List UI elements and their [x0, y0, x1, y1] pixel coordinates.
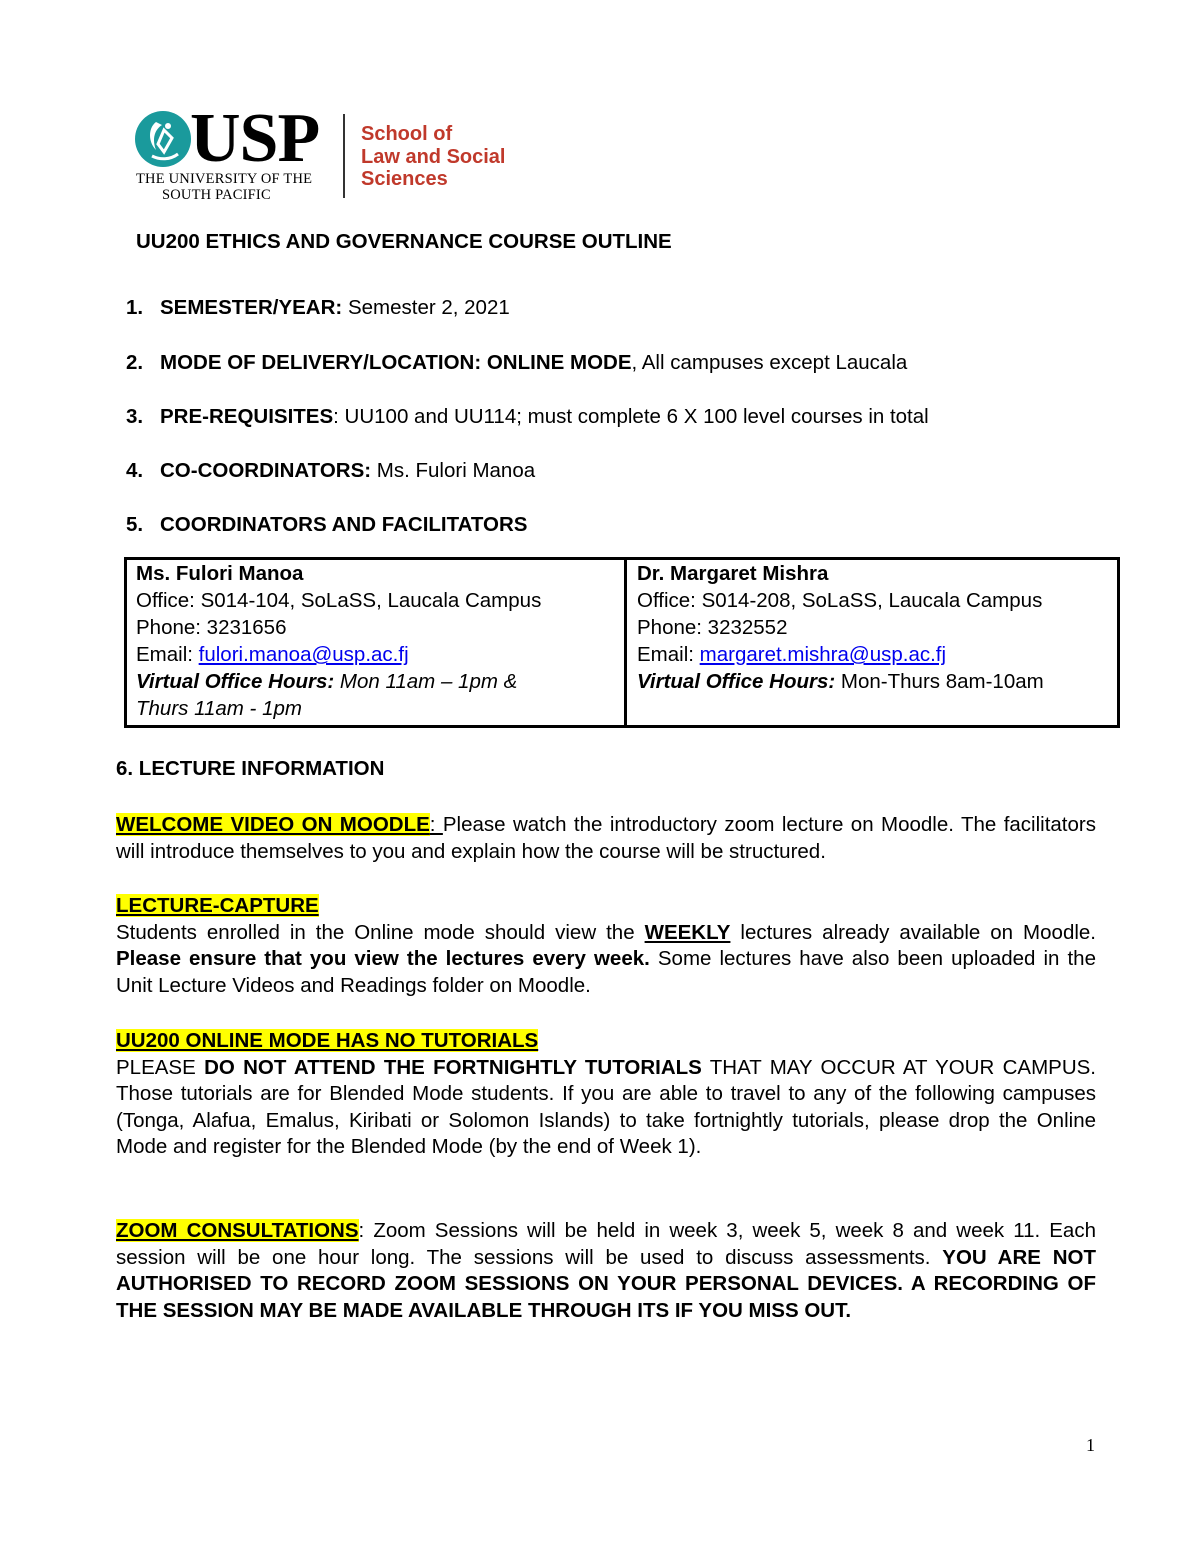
list-label: CO-COORDINATORS: — [160, 459, 372, 482]
no-tutorials-text-a: PLEASE — [116, 1055, 205, 1079]
coordinator-office: Office: S014-104, SoLaSS, Laucala Campus — [136, 589, 542, 612]
list-label: PRE-REQUISITES — [160, 405, 334, 428]
coordinator-office: Office: S014-208, SoLaSS, Laucala Campus — [637, 589, 1043, 612]
school-name-line2: Law and Social — [361, 145, 506, 168]
welcome-colon: : — [429, 813, 443, 836]
list-number: 1. — [126, 296, 144, 319]
university-name-line1: THE UNIVERSITY OF THE — [136, 171, 313, 187]
school-name — [361, 123, 505, 191]
list-value: Semester 2, 2021 — [342, 296, 510, 319]
section-heading-lecture-information: 6. LECTURE INFORMATION — [116, 757, 385, 780]
office-hours-value: Mon-Thurs 8am-10am — [835, 670, 1044, 693]
office-hours-label: Virtual Office Hours: — [136, 670, 335, 693]
capture-text-b: lectures already available on Moodle. — [730, 920, 1096, 944]
list-value: , All campuses except Laucala — [631, 351, 908, 374]
list-value: : UU100 and UU114; must complete 6 X 100 level courses in total — [333, 405, 929, 428]
zoom-colon: : — [358, 1219, 365, 1242]
email-link[interactable]: fulori.manoa@usp.ac.fj — [198, 643, 409, 666]
no-tutorials-paragraph — [116, 1028, 1096, 1161]
welcome-label: WELCOME VIDEO ON MOODLE — [116, 813, 430, 836]
coordinator-email-row — [136, 641, 541, 668]
school-name-line1: School of — [361, 123, 453, 145]
coordinator-phone: Phone: 3231656 — [136, 616, 287, 639]
zoom-text: Zoom Sessions will be held in week 3, week 5, week 8 and week 11. Each session will be one hour long. The sessions will be used to discuss assessments. — [116, 1219, 1096, 1269]
university-name — [136, 171, 312, 203]
usp-emblem-icon — [134, 110, 192, 168]
no-tutorials-text-b: THAT MAY OCCUR AT YOUR CAMPUS. Those tutorials are for Blended Mode students. If you are able to travel to any of the following campuses (Tonga, Alafua, Emalus, Kiribati or Solomon Islands) to take fortnightly tutorials, please drop the Online Mode and register for the Blended Mode (by the end of Week 1). — [116, 1055, 1096, 1158]
zoom-label: ZOOM CONSULTATIONS — [116, 1219, 359, 1242]
capture-bold: Please ensure that you view the lectures every week. — [116, 947, 650, 970]
list-number: 2. — [126, 351, 144, 374]
list-item-prerequisites — [126, 404, 929, 430]
list-number: 4. — [126, 459, 144, 482]
office-hours-row — [637, 668, 1044, 695]
list-number: 5. — [126, 513, 144, 536]
list-label: COORDINATORS AND FACILITATORS — [160, 513, 528, 536]
lecture-capture-label: LECTURE-CAPTURE — [116, 894, 319, 917]
school-name-line3: Sciences — [361, 168, 448, 190]
capture-text-c: Some lectures have also been uploaded in the Unit Lecture Videos and Readings folder on Moodle. — [116, 947, 1096, 997]
coordinator-cell-1 — [136, 560, 541, 722]
coordinator-cell-2 — [637, 560, 1044, 695]
page-number: 1 — [1086, 1435, 1095, 1455]
table-divider — [624, 557, 627, 728]
university-name-line2: SOUTH PACIFIC — [162, 187, 271, 203]
welcome-paragraph — [116, 812, 1096, 865]
list-label: MODE OF DELIVERY/LOCATION: ONLINE MODE — [160, 351, 632, 374]
list-item-mode — [126, 350, 907, 376]
capture-weekly: WEEKLY — [644, 920, 731, 944]
no-tutorials-label: UU200 ONLINE MODE HAS NO TUTORIALS — [116, 1029, 539, 1052]
coordinator-email-row — [637, 641, 1044, 668]
lecture-capture-paragraph — [116, 893, 1096, 999]
list-item-coordinators — [126, 512, 527, 538]
zoom-bold: YOU ARE NOT AUTHORISED TO RECORD ZOOM SESSIONS ON YOUR PERSONAL DEVICES. A RECORDING OF THE SESSION MAY BE MADE AVAILABLE THROUGH ITS IF YOU MISS OUT. — [116, 1245, 1096, 1322]
email-link[interactable]: margaret.mishra@usp.ac.fj — [699, 643, 947, 666]
usp-wordmark: USP — [190, 100, 320, 177]
coordinator-name: Dr. Margaret Mishra — [637, 562, 829, 585]
office-hours-value: Mon 11am – 1pm & — [334, 670, 518, 693]
page-title: UU200 ETHICS AND GOVERNANCE COURSE OUTLINE — [136, 230, 672, 253]
zoom-paragraph — [116, 1218, 1096, 1324]
office-hours-value-2: Thurs 11am - 1pm — [136, 697, 302, 720]
list-value: Ms. Fulori Manoa — [371, 459, 536, 482]
office-hours-row — [136, 668, 541, 695]
no-tutorials-bold: DO NOT ATTEND THE FORTNIGHTLY TUTORIALS — [204, 1055, 702, 1079]
capture-text-a: Students enrolled in the Online mode should view the — [116, 920, 645, 944]
welcome-text: Please watch the introductory zoom lecture on Moodle. The facilitators will introduce themselves to you and explain how the course will be structured. — [116, 813, 1096, 863]
email-label: Email: — [136, 643, 199, 666]
list-label: SEMESTER/YEAR: — [160, 296, 343, 319]
coordinator-name: Ms. Fulori Manoa — [136, 562, 304, 585]
email-label: Email: — [637, 643, 700, 666]
coordinator-phone: Phone: 3232552 — [637, 616, 788, 639]
office-hours-label: Virtual Office Hours: — [637, 670, 836, 693]
list-number: 3. — [126, 405, 144, 428]
list-item-co-coordinators — [126, 458, 535, 484]
logo-divider — [343, 114, 345, 198]
list-item-semester — [126, 295, 510, 321]
